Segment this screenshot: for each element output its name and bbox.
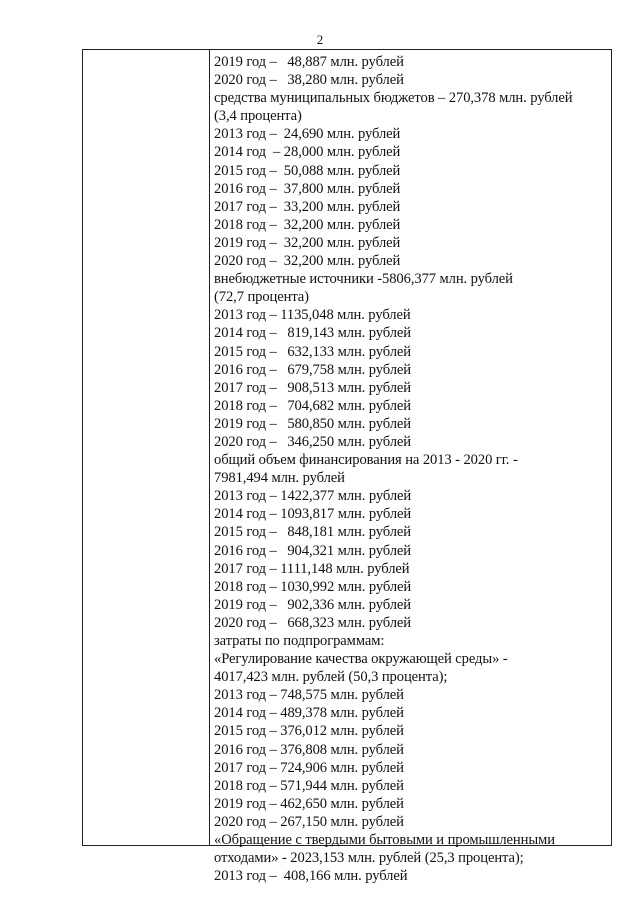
- text-line: 2019 год – 462,650 млн. рублей: [214, 795, 404, 812]
- text-line: 2018 год – 1030,992 млн. рублей: [214, 578, 412, 595]
- text-line: 2020 год – 267,150 млн. рублей: [214, 813, 404, 830]
- text-line: 2019 год – 48,887 млн. рублей: [214, 54, 404, 70]
- text-line: 7981,494 млн. рублей: [214, 470, 345, 487]
- text-line: «Регулирование качества окружающей среды» -: [214, 651, 508, 668]
- text-line: 2013 год – 24,690 млн. рублей: [214, 126, 401, 143]
- text-line: 2017 год – 724,906 млн. рублей: [214, 759, 404, 776]
- text-line: 2019 год – 32,200 млн. рублей: [214, 234, 401, 251]
- text-line: 2018 год – 32,200 млн. рублей: [214, 216, 401, 233]
- text-line: 2017 год – 1111,148 млн. рублей: [214, 560, 410, 577]
- text-line: 2016 год – 679,758 млн. рублей: [214, 361, 411, 378]
- text-line: 2018 год – 571,944 млн. рублей: [214, 777, 404, 794]
- table-left-cell: [83, 50, 210, 845]
- text-line: 2015 год – 632,133 млн. рублей: [214, 343, 411, 360]
- text-line: 2014 год – 819,143 млн. рублей: [214, 325, 411, 342]
- text-line: 2020 год – 668,323 млн. рублей: [214, 614, 411, 631]
- text-line: 2015 год – 50,088 млн. рублей: [214, 162, 401, 179]
- page-number: 2: [316, 32, 324, 47]
- text-line: отходами» - 2023,153 млн. рублей (25,3 процента);: [214, 850, 524, 867]
- text-line: 2013 год – 748,575 млн. рублей: [214, 687, 404, 704]
- text-line: «Обращение с твердыми бытовыми и промышленными: [214, 832, 555, 849]
- text-line: 2014 год – 489,378 млн. рублей: [214, 705, 404, 722]
- text-line: 2013 год – 1135,048 млн. рублей: [214, 307, 411, 324]
- text-line: 2020 год – 346,250 млн. рублей: [214, 433, 411, 450]
- text-line: общий объем финансирования на 2013 - 2020 гг. -: [214, 452, 518, 469]
- text-line: 2014 год – 1093,817 млн. рублей: [214, 506, 412, 523]
- text-line: 2014 год – 28,000 млн. рублей: [214, 144, 401, 161]
- text-line: 2017 год – 33,200 млн. рублей: [214, 198, 401, 215]
- text-line: 2020 год – 32,200 млн. рублей: [214, 253, 401, 270]
- text-line: 4017,423 млн. рублей (50,3 процента);: [214, 669, 448, 686]
- text-line: 2013 год – 408,166 млн. рублей: [214, 868, 408, 885]
- funding-table: [82, 49, 612, 885]
- text-line: 2013 год – 1422,377 млн. рублей: [214, 488, 412, 505]
- text-line: 2017 год – 908,513 млн. рублей: [214, 379, 411, 396]
- text-line: 2016 год – 37,800 млн. рублей: [214, 180, 401, 197]
- text-line: 2016 год – 376,808 млн. рублей: [214, 741, 404, 758]
- text-line: 2019 год – 580,850 млн. рублей: [214, 415, 411, 432]
- text-line: 2020 год – 38,280 млн. рублей: [214, 72, 404, 89]
- text-line: 2015 год – 848,181 млн. рублей: [214, 524, 411, 541]
- text-line: (72,7 процента): [214, 289, 309, 306]
- text-line: 2015 год – 376,012 млн. рублей: [214, 723, 404, 740]
- text-line: 2019 год – 902,336 млн. рублей: [214, 596, 411, 613]
- text-line: 2016 год – 904,321 млн. рублей: [214, 542, 411, 559]
- text-line: затраты по подпрограммам:: [214, 633, 385, 649]
- text-line: 2018 год – 704,682 млн. рублей: [214, 397, 411, 414]
- table-right-cell: [210, 50, 611, 885]
- text-line: (3,4 процента): [214, 108, 302, 125]
- text-line: средства муниципальных бюджетов – 270,378 млн. рублей: [214, 90, 573, 107]
- text-line: внебюджетные источники -5806,377 млн. рублей: [214, 271, 513, 288]
